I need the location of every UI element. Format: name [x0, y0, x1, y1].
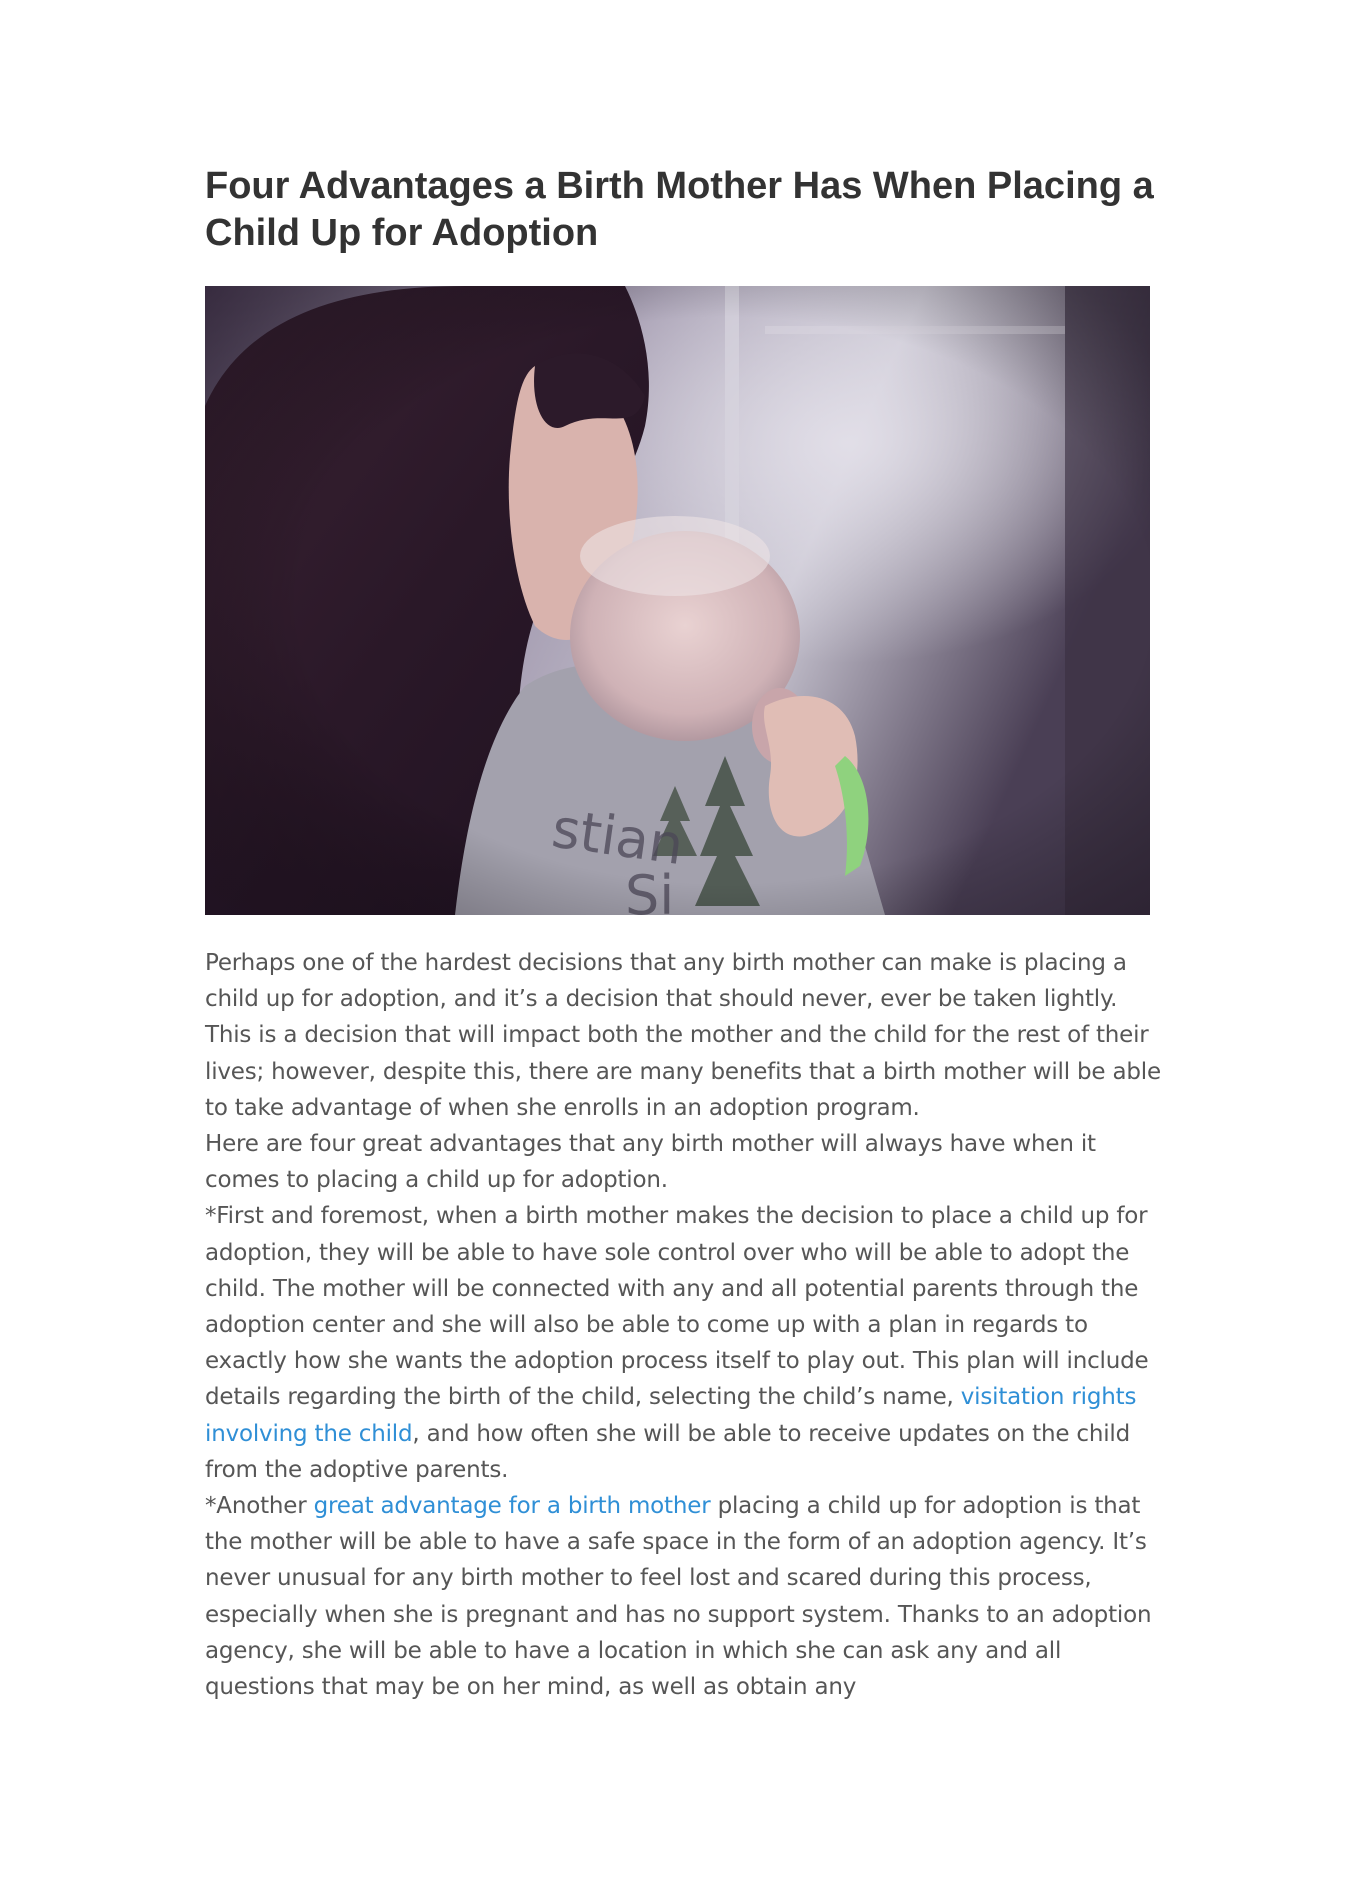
paragraph-control-text: *First and foremost, when a birth mother makes the decision to place a child up for adoption, they will be able to have sole control over who will be able to adopt the child. The mother will be connected with any and all potential parents through the adoption center and she will also be able to come up with a plan in regards to exactly how she wants the adoption process itself to play out. This plan will include details regarding the birth of the child, selecting the child’s name,: [205, 1203, 1149, 1411]
paragraph-control: [205, 1198, 1165, 1488]
paragraph-four-advantages: Here are four great advantages that any birth mother will always have when it comes to placing a child up for adoption.: [205, 1131, 1096, 1194]
paragraph-control-text-end: , and how often she will be able to receive updates on the child from the adoptive parents.: [205, 1420, 1131, 1483]
paragraph-intro: Perhaps one of the hardest decisions that any birth mother can make is placing a child up for adoption, and it’s a decision that should never, ever be taken lightly. This is a decision that will impact both the mother and the child for the rest of their lives; however, despite this, there are many benefits that a birth mother will be able to take advantage of when she enrolls in an adoption program.: [205, 950, 1161, 1121]
paragraph-safe-space: [205, 1488, 1165, 1705]
visitation-rights-link[interactable]: visitation rights involving the child: [205, 1384, 1137, 1447]
paragraph-safe-space-text-end: placing a child up for adoption is that the mother will be able to have a safe space in the form of an adoption agency. It’s never unusual for any birth mother to feel lost and scared during this process, especially when she is pregnant and has no support system. Thanks to an adoption agency, she will be able to have a location in which she can ask any and all questions that may be on her mind, as well as obtain any: [205, 1493, 1152, 1701]
article-title: Four Advantages a Birth Mother Has When Placing a Child Up for Adoption: [205, 165, 1154, 254]
article-body: [205, 945, 1165, 1705]
mother-and-newborn-photo: [205, 286, 1150, 915]
birth-mother-advantage-link[interactable]: great advantage for a birth mother: [313, 1493, 711, 1520]
paragraph-safe-space-text: *Another: [205, 1493, 314, 1520]
